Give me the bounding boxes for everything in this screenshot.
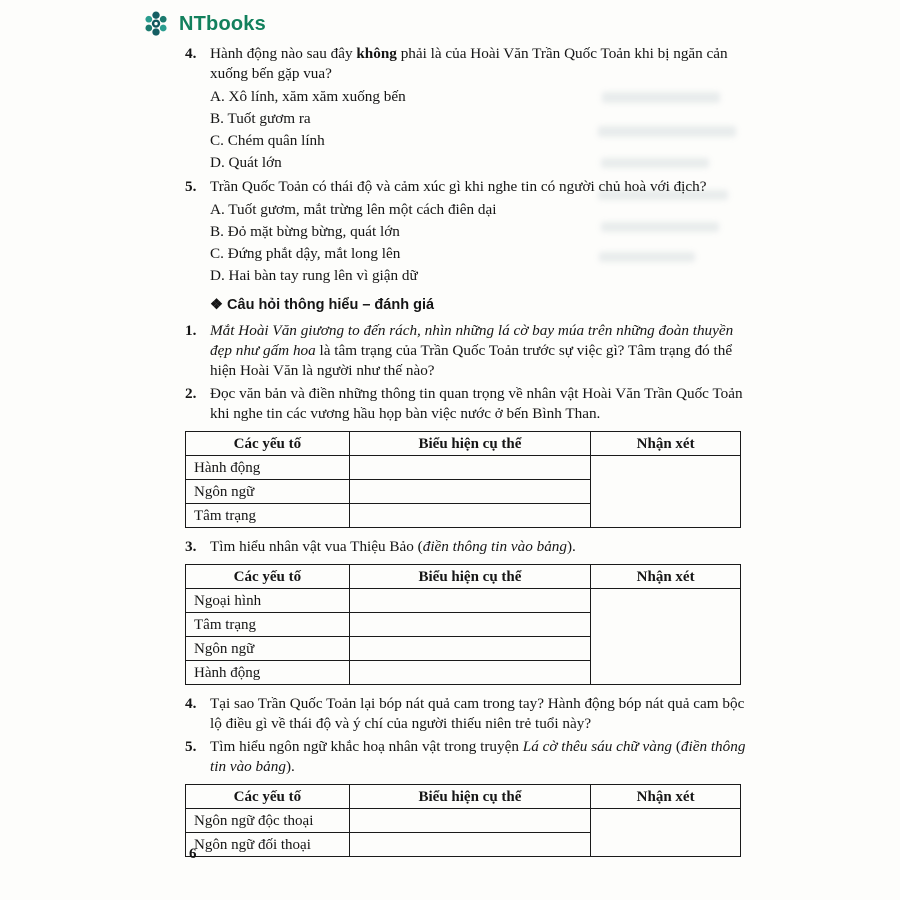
table-header-cell: Nhận xét [591, 785, 741, 809]
question-number: 5. [185, 178, 197, 195]
table-header-cell: Các yếu tố [186, 785, 350, 809]
table-blank-cell [591, 456, 741, 528]
question-text: Hành động nào sau đây không phải là của Hoài Văn Trần Quốc Toản khi bị ngăn cản xuống bến gặp vua? [210, 45, 728, 82]
table-blank-cell [349, 480, 591, 504]
table-row [186, 456, 741, 480]
question-text: Trần Quốc Toản có thái độ và cảm xúc gì khi nghe tin có người chủ hoà với địch? [210, 178, 707, 195]
page-content [185, 44, 747, 866]
table-header-cell: Nhận xét [591, 432, 741, 456]
table-blank-cell [349, 504, 591, 528]
table-blank-cell [349, 637, 591, 661]
table-label-cell: Ngôn ngữ độc thoại [186, 809, 350, 833]
publisher-name: NTbooks [179, 12, 266, 35]
table-label-cell: Hành động [186, 661, 350, 685]
question-number: 4. [185, 45, 197, 62]
table-blank-cell [349, 661, 591, 685]
table-row [186, 589, 741, 613]
table-blank-cell [349, 833, 591, 857]
table-label-cell: Tâm trạng [186, 613, 350, 637]
workbook-table-thieu-bao [185, 564, 741, 685]
page-number: 6 [189, 846, 197, 862]
table-label-cell: Ngôn ngữ [186, 480, 350, 504]
table-blank-cell [349, 589, 591, 613]
section-heading: ❖ Câu hỏi thông hiểu – đánh giá [210, 297, 435, 313]
workbook-table-ngon-ngu [185, 784, 741, 857]
answer-option: C. Chém quân lính [210, 132, 325, 149]
table-header-cell: Các yếu tố [186, 565, 350, 589]
table-label-cell: Tâm trạng [186, 504, 350, 528]
table-header-cell: Biểu hiện cụ thể [349, 785, 591, 809]
table-header-cell: Các yếu tố [186, 432, 350, 456]
comprehension-item-3 [185, 537, 747, 557]
question-number: 4. [185, 695, 197, 712]
table-header-cell: Biểu hiện cụ thể [349, 432, 591, 456]
answer-option: B. Tuốt gươm ra [210, 110, 311, 127]
question-number: 1. [185, 322, 197, 339]
question-number: 2. [185, 385, 197, 402]
table-blank-cell [349, 613, 591, 637]
publisher-logo [140, 8, 266, 40]
question-number: 5. [185, 738, 197, 755]
table-blank-cell [591, 589, 741, 685]
table-blank-cell [591, 809, 741, 857]
table-blank-cell [349, 456, 591, 480]
workbook-table-hoai-van [185, 431, 741, 528]
table-blank-cell [349, 809, 591, 833]
table-label-cell: Ngôn ngữ đối thoại [186, 833, 350, 857]
ntbooks-molecule-icon [140, 8, 172, 40]
question-text: Tìm hiểu nhân vật vua Thiệu Bảo (điền thông tin vào bảng). [210, 538, 576, 555]
table-header-cell: Biểu hiện cụ thể [349, 565, 591, 589]
answer-option: D. Hai bàn tay rung lên vì giận dữ [210, 267, 418, 284]
answer-option: D. Quát lớn [210, 154, 282, 171]
answer-option: A. Tuốt gươm, mắt trừng lên một cách điên dại [210, 201, 497, 218]
question-text: Tìm hiểu ngôn ngữ khắc hoạ nhân vật trong truyện Lá cờ thêu sáu chữ vàng (điền thông tin vào bảng). [210, 738, 746, 775]
answer-option: A. Xô lính, xăm xăm xuống bến [210, 88, 406, 105]
question-text: Tại sao Trần Quốc Toản lại bóp nát quả cam trong tay? Hành động bóp nát quả cam bộc lộ điều gì về thái độ và ý chí của người thiếu niên trẻ tuổi này? [210, 695, 745, 732]
question-text: Đọc văn bản và điền những thông tin quan trọng về nhân vật Hoài Văn Trần Quốc Toản khi nghe tin các vương hầu họp bàn việc nước ở bến Bình Than. [210, 385, 743, 422]
question-number: 3. [185, 538, 197, 555]
table-label-cell: Hành động [186, 456, 350, 480]
comprehension-item-4 [185, 694, 747, 734]
answer-option: B. Đỏ mặt bừng bừng, quát lớn [210, 223, 400, 240]
question-text: Mắt Hoài Văn giương to đến rách, nhìn những lá cờ bay múa trên những đoàn thuyền đẹp như gấm hoa là tâm trạng của Trần Quốc Toản trước sự việc gì? Tâm trạng đó thể hiện Hoài Văn là người như thế nào? [210, 322, 734, 379]
question-item-4 [185, 44, 747, 174]
comprehension-item-5 [185, 737, 747, 777]
table-label-cell: Ngoại hình [186, 589, 350, 613]
table-row [186, 809, 741, 833]
question-item-5 [185, 177, 747, 287]
comprehension-item-2 [185, 384, 747, 424]
comprehension-item-1 [185, 321, 747, 381]
answer-option: C. Đứng phắt dậy, mắt long lên [210, 245, 401, 262]
table-header-cell: Nhận xét [591, 565, 741, 589]
table-label-cell: Ngôn ngữ [186, 637, 350, 661]
